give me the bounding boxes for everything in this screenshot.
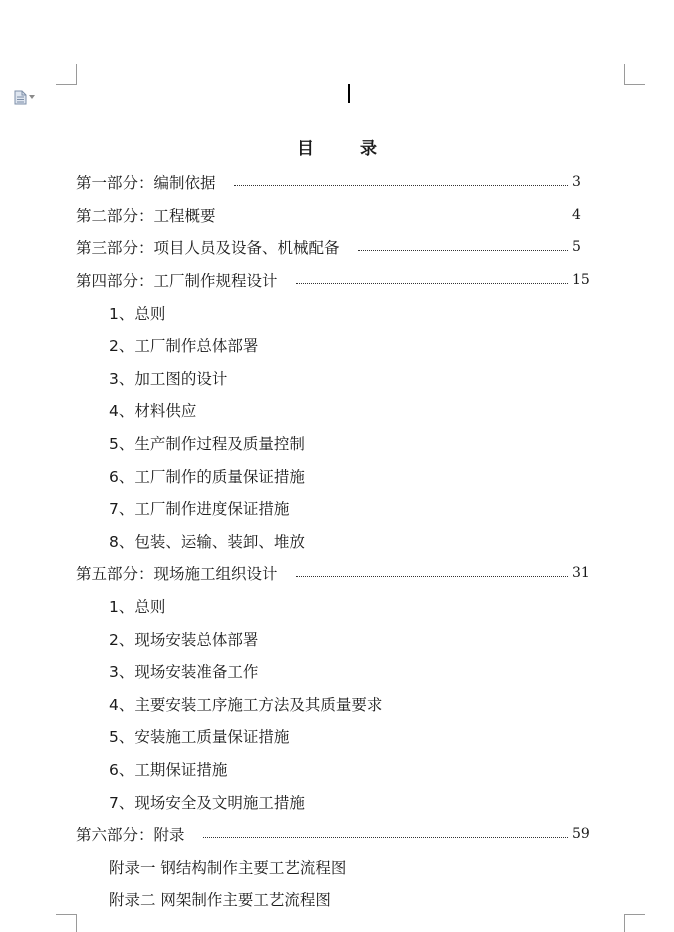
text-cursor <box>348 84 350 103</box>
toc-entry[interactable] <box>76 688 598 721</box>
toc-entry-label: 4、主要安装工序施工方法及其质量要求 <box>109 695 383 714</box>
toc-entry[interactable] <box>76 231 598 264</box>
toc-entry[interactable] <box>76 753 598 786</box>
toc-entry-label: 5、安装施工质量保证措施 <box>109 728 290 747</box>
toc-page-number: 5 <box>572 239 581 256</box>
document-icon <box>14 90 27 105</box>
toc-entry[interactable] <box>76 296 598 329</box>
chevron-down-icon <box>29 95 35 99</box>
toc-entry[interactable] <box>76 557 598 590</box>
toc-entry[interactable] <box>76 362 598 395</box>
toc-page-number: 3 <box>572 174 581 191</box>
toc-entry-label: 4、材料供应 <box>109 402 197 421</box>
toc-entry[interactable] <box>76 459 598 492</box>
toc-entry-label: 第四部分：工厂制作规程设计 <box>76 272 278 291</box>
toc-page-number: 4 <box>572 206 581 223</box>
toc-entry-label: 1、总则 <box>109 598 166 617</box>
toc-entry-label: 附录二 网架制作主要工艺流程图 <box>109 891 331 910</box>
toc-entry[interactable] <box>76 720 598 753</box>
toc-entry-label: 2、工厂制作总体部署 <box>109 337 259 356</box>
toc-entry[interactable] <box>76 427 598 460</box>
toc-title: 目 录 <box>297 139 397 159</box>
toc-entry[interactable] <box>76 883 598 916</box>
toc-entry-label: 7、现场安全及文明施工措施 <box>109 793 305 812</box>
toc-entry-label: 第二部分：工程概要 <box>76 206 216 225</box>
toc-entry-label: 3、现场安装准备工作 <box>109 663 259 682</box>
toc-dot-leader <box>234 217 568 218</box>
toc-entry[interactable] <box>76 492 598 525</box>
table-of-contents <box>76 166 598 916</box>
toc-entry[interactable] <box>76 525 598 558</box>
toc-entry-label: 第三部分：项目人员及设备、机械配备 <box>76 239 340 258</box>
toc-dot-leader <box>234 184 568 186</box>
toc-entry[interactable] <box>76 850 598 883</box>
toc-entry-label: 7、工厂制作进度保证措施 <box>109 500 290 519</box>
crop-mark-bottom-left <box>56 914 77 932</box>
toc-page-number: 59 <box>572 826 590 843</box>
toc-entry[interactable] <box>76 199 598 232</box>
toc-entry[interactable] <box>76 264 598 297</box>
toc-entry-label: 1、总则 <box>109 304 166 323</box>
toc-entry[interactable] <box>76 622 598 655</box>
toc-dot-leader <box>296 575 568 577</box>
toc-entry-label: 3、加工图的设计 <box>109 369 228 388</box>
toc-entry-label: 6、工厂制作的质量保证措施 <box>109 467 305 486</box>
toc-entry-label: 2、现场安装总体部署 <box>109 630 259 649</box>
toc-entry-label: 第五部分：现场施工组织设计 <box>76 565 278 584</box>
toc-entry-label: 5、生产制作过程及质量控制 <box>109 435 305 454</box>
paste-options-button[interactable] <box>14 89 38 105</box>
crop-mark-bottom-right <box>624 914 645 932</box>
toc-entry[interactable] <box>76 166 598 199</box>
toc-entry-label: 第一部分：编制依据 <box>76 174 216 193</box>
toc-entry[interactable] <box>76 394 598 427</box>
toc-entry-label: 第六部分：附录 <box>76 826 185 845</box>
toc-dot-leader <box>296 282 568 284</box>
toc-entry[interactable] <box>76 818 598 851</box>
toc-dot-leader <box>203 836 568 838</box>
toc-entry-label: 8、包装、运输、装卸、堆放 <box>109 532 305 551</box>
toc-entry-label: 附录一 钢结构制作主要工艺流程图 <box>109 858 347 877</box>
toc-entry[interactable] <box>76 590 598 623</box>
crop-mark-top-left <box>56 64 77 85</box>
toc-page-number: 31 <box>572 565 590 582</box>
toc-entry[interactable] <box>76 329 598 362</box>
toc-dot-leader <box>358 249 568 251</box>
toc-entry[interactable] <box>76 785 598 818</box>
toc-page-number: 15 <box>572 272 590 289</box>
toc-entry[interactable] <box>76 655 598 688</box>
crop-mark-top-right <box>624 64 645 85</box>
toc-entry-label: 6、工期保证措施 <box>109 760 228 779</box>
